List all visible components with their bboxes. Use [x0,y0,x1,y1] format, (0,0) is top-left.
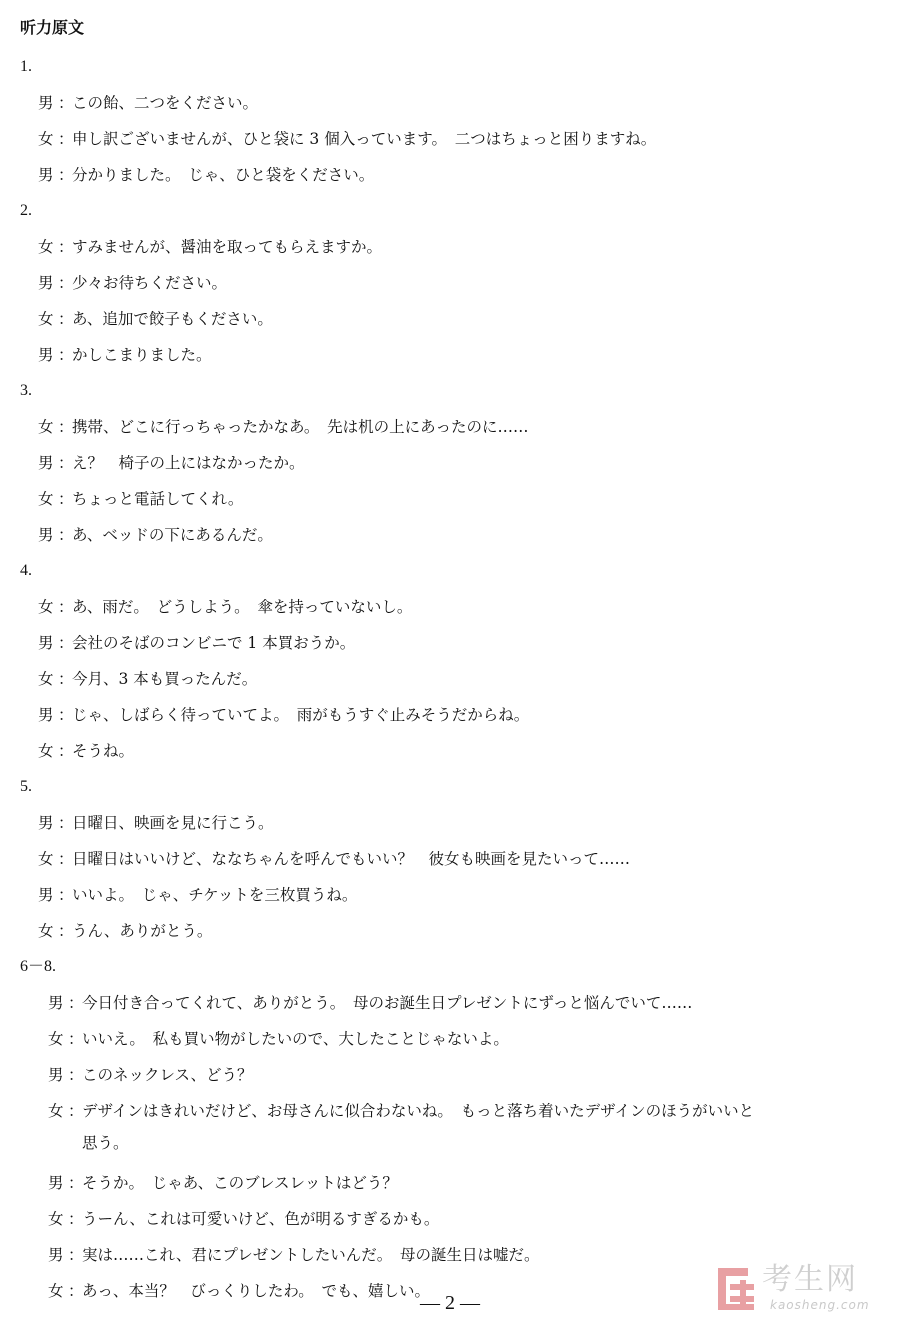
dialogue-line [48,1207,888,1231]
page-title: 听力原文 [20,18,85,37]
dialogue-line [38,523,888,547]
utterance-continuation: 思う。 [82,1134,129,1152]
speaker-label: 男 [38,886,54,904]
section-number: 3. [20,382,32,399]
dialogue-line [38,415,888,439]
utterance-text: あ、雨だ。 どうしよう。 傘を持っていないし。 [72,598,413,616]
utterance-text: 日曜日はいいけど、ななちゃんを呼んでもいい？ 彼女も映画を見たいって…… [72,850,631,868]
utterance-text: 今日付き合ってくれて、ありがとう。 母のお誕生日プレゼントにずっと悩んでいて…… [82,994,693,1012]
speaker-label: 男 [48,1066,64,1084]
dialogue-line [38,811,888,835]
utterance-text: ちょっと電話してくれ。 [72,490,244,508]
speaker-colon: ： [58,634,74,652]
speaker-label: 女 [38,418,54,436]
speaker-label: 女 [38,490,54,508]
speaker-colon: ： [68,1282,84,1300]
utterance-text: 今月、3 本も買ったんだ。 [72,670,258,688]
utterance-text: 少々お待ちください。 [72,274,228,292]
speaker-colon: ： [68,1030,84,1048]
speaker-label: 女 [38,130,54,148]
dialogue-line [38,487,888,511]
dialogue-line [38,739,888,763]
dialogue-line [48,1027,888,1051]
section-number: 5. [20,778,32,795]
speaker-label: 男 [38,94,54,112]
dialogue-line [38,91,888,115]
section-number: 6－8. [20,958,57,975]
section-number: 4. [20,562,32,579]
utterance-text: かしこまりました。 [72,346,212,364]
speaker-label: 男 [38,166,54,184]
speaker-label: 男 [38,454,54,472]
speaker-label: 女 [48,1102,64,1120]
dialogue-line [38,703,888,727]
dialogue-line [38,163,888,187]
speaker-colon: ： [58,346,74,364]
section-number: 2. [20,202,32,219]
speaker-colon: ： [58,706,74,724]
dialogue-line [38,667,888,691]
speaker-label: 女 [38,850,54,868]
speaker-colon: ： [58,274,74,292]
speaker-label: 男 [38,526,54,544]
utterance-text: いいえ。 私も買い物がしたいので、大したことじゃないよ。 [82,1030,509,1048]
utterance-text: いいよ。 じゃ、チケットを三枚買うね。 [72,886,358,904]
utterance-text: 携帯、どこに行っちゃったかなあ。 先は机の上にあったのに…… [72,418,529,436]
utterance-text: そうね。 [72,742,135,760]
speaker-colon: ： [58,922,74,940]
speaker-colon: ： [58,850,74,868]
dialogue-line [38,631,888,655]
utterance-text: このネックレス、どう？ [82,1066,253,1084]
speaker-label: 女 [48,1210,64,1228]
dialogue-line [48,1171,888,1195]
utterance-text: 実は……これ、君にプレゼントしたいんだ。 母の誕生日は嘘だ。 [82,1246,540,1264]
page-number: — 2 — [420,1292,480,1314]
dialogue-line [48,991,888,1015]
watermark-logo-icon [716,1266,756,1312]
utterance-text: 分かりました。 じゃ、ひと袋をください。 [72,166,375,184]
speaker-colon: ： [58,310,74,328]
speaker-label: 女 [38,670,54,688]
speaker-colon: ： [58,418,74,436]
speaker-colon: ： [58,238,74,256]
speaker-colon: ： [58,526,74,544]
speaker-label: 男 [48,1174,64,1192]
speaker-label: 女 [38,598,54,616]
speaker-label: 女 [38,922,54,940]
utterance-text: あっ、本当？ びっくりしたわ。 でも、嬉しい。 [82,1282,430,1300]
dialogue-line [38,919,888,943]
utterance-text: デザインはきれいだけど、お母さんに似合わないね。 もっと落ち着いたデザインのほうがいいと [82,1102,755,1120]
dialogue-line [38,847,888,871]
utterance-text: 会社のそばのコンビニで 1 本買おうか。 [72,634,356,652]
utterance-text: じゃ、しばらく待っていてよ。 雨がもうすぐ止みそうだからね。 [72,706,530,724]
speaker-colon: ： [58,598,74,616]
speaker-label: 男 [38,274,54,292]
dialogue-line [48,1099,888,1123]
speaker-colon: ： [58,814,74,832]
speaker-label: 男 [48,1246,64,1264]
speaker-colon: ： [58,490,74,508]
speaker-colon: ： [68,1246,84,1264]
watermark-subtext: kaosheng.com [770,1298,870,1312]
speaker-label: 男 [48,994,64,1012]
speaker-label: 女 [48,1282,64,1300]
speaker-colon: ： [68,1066,84,1084]
section-number: 1. [20,58,32,75]
dialogue-line [38,127,888,151]
speaker-label: 男 [38,634,54,652]
speaker-label: 女 [48,1030,64,1048]
speaker-label: 男 [38,814,54,832]
speaker-colon: ： [58,886,74,904]
utterance-text: うーん、これは可愛いけど、色が明るすぎるかも。 [82,1210,440,1228]
dialogue-line [38,595,888,619]
dialogue-line [38,883,888,907]
speaker-label: 女 [38,310,54,328]
speaker-label: 男 [38,706,54,724]
speaker-label: 女 [38,238,54,256]
dialogue-line [38,307,888,331]
speaker-colon: ： [58,94,74,112]
dialogue-line [38,343,888,367]
utterance-text: あ、ベッドの下にあるんだ。 [72,526,273,544]
speaker-colon: ： [68,1210,84,1228]
dialogue-line [38,451,888,475]
speaker-label: 女 [38,742,54,760]
speaker-colon: ： [58,454,74,472]
speaker-colon: ： [58,742,74,760]
speaker-colon: ： [58,166,74,184]
speaker-label: 男 [38,346,54,364]
utterance-text: 日曜日、映画を見に行こう。 [72,814,274,832]
watermark-text: 考生网 [762,1262,858,1297]
dialogue-line [38,235,888,259]
utterance-text: そうか。 じゃあ、このブレスレットはどう？ [82,1174,398,1192]
speaker-colon: ： [68,994,84,1012]
utterance-text: うん、ありがとう。 [72,922,213,940]
speaker-colon: ： [68,1174,84,1192]
utterance-text: あ、追加で餃子もください。 [72,310,273,328]
utterance-text: この飴、二つをください。 [72,94,259,112]
utterance-text: 申し訳ございませんが、ひと袋に 3 個入っています。 二つはちょっと困りますね。 [72,130,657,148]
speaker-colon: ： [58,130,74,148]
speaker-colon: ： [58,670,74,688]
utterance-text: すみませんが、醤油を取ってもらえますか。 [72,238,383,256]
dialogue-line [38,271,888,295]
watermark [716,1262,886,1318]
dialogue-line [48,1063,888,1087]
utterance-text: え？ 椅子の上にはなかったか。 [72,454,305,472]
speaker-colon: ： [68,1102,84,1120]
